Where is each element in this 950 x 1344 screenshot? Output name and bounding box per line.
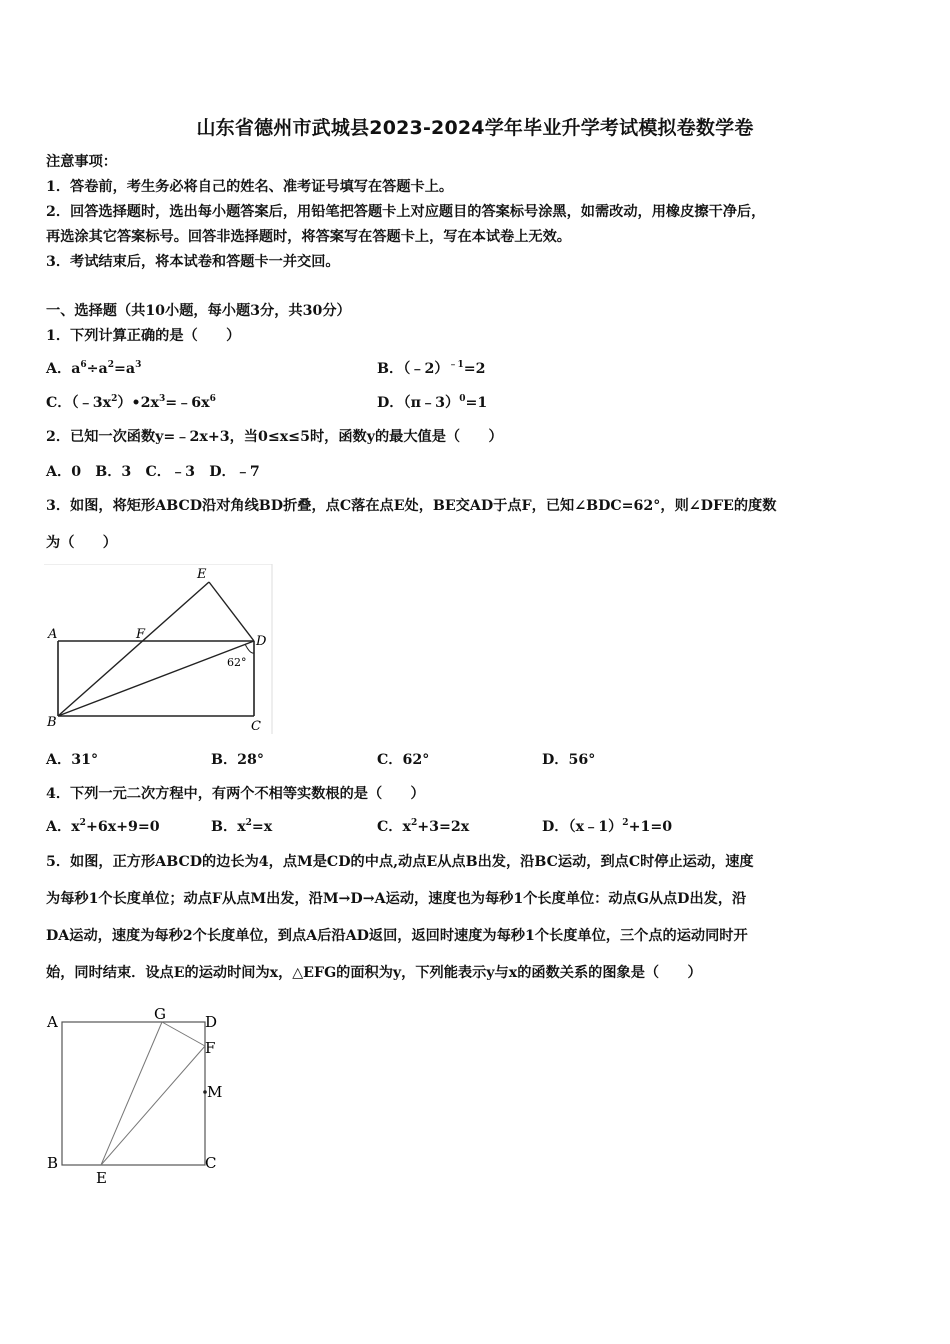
q5-label-a: A (47, 1013, 58, 1031)
q5-stem-line-3: DA运动，速度为每秒2个长度单位，到点A后沿AD返回，返回时速度为每秒1个长度单位，三个点的运动同时开 (46, 928, 748, 944)
notice-item-1: 1．答卷前，考生务必将自己的姓名、准考证号填写在答题卡上。 (46, 179, 454, 195)
q4-option-c: C．$x^2+3=2x$ (377, 818, 470, 835)
q4-option-d: D．（x﹣1）$^2$+1=0 (542, 818, 673, 835)
q4-option-a: A．$x^2+6x+9=0$ (46, 818, 160, 835)
q4-stem: 4．下列一元二次方程中，有两个不相等实数根的是（ ） (46, 786, 425, 802)
section-heading: 一、选择题（共10小题，每小题3分，共30分） (46, 303, 351, 319)
q3-angle-label: 62° (227, 656, 247, 669)
q5-label-c: C (205, 1154, 217, 1172)
q1-option-c: C．$(﹣3x^2)•2x^3=﹣6x^6$ (46, 394, 216, 411)
q1-option-b: B．（﹣2）$^{﹣1}$=2 (377, 360, 486, 377)
q5-figure (44, 1002, 234, 1192)
q3-option-b: B．28° (211, 752, 265, 768)
q5-stem-line-4: 始，同时结束．设点E的运动时间为x，△EFG的面积为y，下列能表示y与x的函数关系的图象是（ ） (46, 965, 702, 981)
q5-label-m: M (207, 1083, 223, 1101)
q3-option-d: D．56° (542, 752, 596, 768)
q5-label-g: G (154, 1005, 166, 1023)
q3-label-f: F (136, 627, 146, 642)
q4-option-b: B．$x^2=x$ (211, 818, 273, 835)
q5-label-e: E (96, 1169, 107, 1187)
q5-stem-line-1: 5．如图，正方形ABCD的边长为4，点M是CD的中点,动点E从点B出发，沿BC运动，到点C时停止运动，速度 (46, 854, 754, 870)
q5-label-b: B (47, 1154, 59, 1172)
q5-stem-line-2: 为每秒1个长度单位；动点F从点M出发，沿M→D→A运动，速度也为每秒1个长度单位：动点G从点D出发，沿 (46, 891, 747, 907)
q2-stem: 2．已知一次函数y=﹣2x+3，当0≤x≤5时，函数y的最大值是（ ） (46, 429, 503, 445)
q3-option-a: A．31° (46, 752, 99, 768)
notice-item-3: 3．考试结束后，将本试卷和答题卡一并交回。 (46, 254, 340, 270)
q3-label-e: E (197, 567, 207, 582)
q3-label-a: A (48, 627, 58, 642)
q3-figure (44, 564, 276, 736)
q3-stem: 3．如图，将矩形ABCD沿对角线BD折叠，点C落在点E处，BE交AD于点F，已知∠BDC=62°，则∠DFE的度数 (46, 498, 777, 514)
q3-option-c: C．62° (377, 752, 430, 768)
q5-label-d: D (205, 1013, 218, 1031)
q3-label-c: C (251, 719, 261, 734)
q5-label-f: F (205, 1039, 216, 1057)
notice-item-2: 2．回答选择题时，选出每小题答案后，用铅笔把答题卡上对应题目的答案标号涂黑，如需改动，用橡皮擦干净后， (46, 204, 766, 220)
q3-label-d: D (256, 634, 267, 649)
q1-option-a: A．$a^6\div a^2=a^3$ (46, 360, 142, 377)
notice-item-2-cont: 再选涂其它答案标号。回答非选择题时，将答案写在答题卡上，写在本试卷上无效。 (46, 229, 571, 245)
q3-label-b: B (47, 715, 57, 730)
notice-heading: 注意事项： (46, 154, 117, 170)
q1-stem: 1．下列计算正确的是（ ） (46, 328, 241, 344)
q3-stem-cont: 为（ ） (46, 535, 117, 551)
q2-options: A．0 B．3 C．﹣3 D．﹣7 (46, 464, 260, 480)
page-title: 山东省德州市武城县2023-2024学年毕业升学考试模拟卷数学卷 (196, 117, 754, 139)
q1-option-d: D．（π﹣3）$^0$=1 (377, 394, 488, 411)
